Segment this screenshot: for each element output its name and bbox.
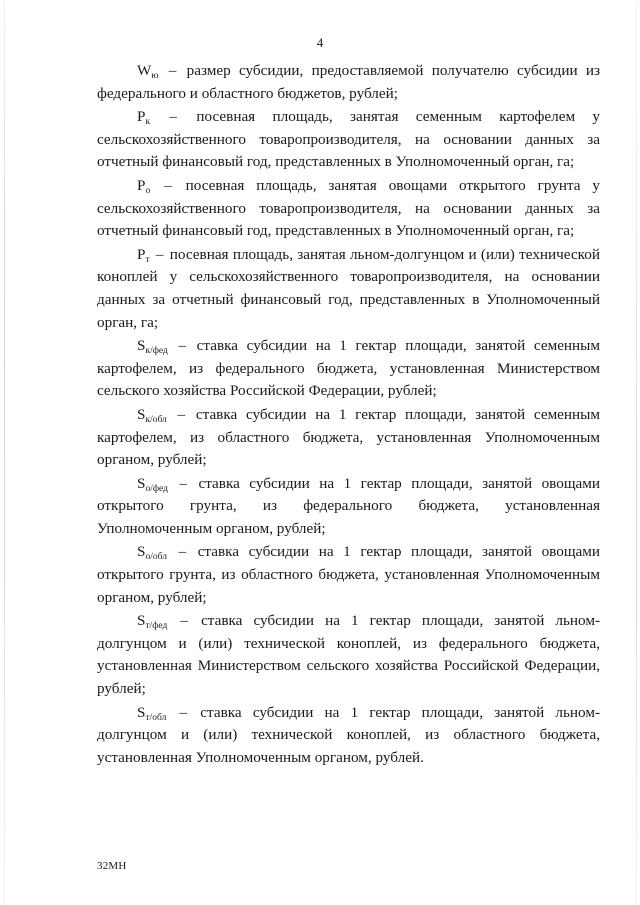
- symbol-subscript: к/обл: [145, 414, 167, 425]
- definition-s-o-fed: [97, 473, 600, 541]
- symbol: [137, 543, 167, 563]
- symbol-subscript: т/фед: [145, 621, 168, 632]
- dash: –: [169, 474, 197, 492]
- symbol-subscript: о: [145, 185, 151, 196]
- dash: –: [168, 405, 194, 423]
- symbol-letter: P: [137, 245, 146, 263]
- symbol-letter: P: [137, 108, 146, 126]
- dash: –: [169, 612, 200, 630]
- symbol-subscript: к: [145, 117, 151, 128]
- symbol: [137, 475, 168, 492]
- symbol: [137, 108, 151, 128]
- scan-edge-left: [4, 0, 5, 905]
- symbol-subscript: к/фед: [145, 346, 168, 357]
- symbol-subscript: т/обл: [145, 712, 167, 723]
- definition-text: ставка субсидии на 1 гектар площади, занятой семенным картофелем, из федерального бюджета, установленная Министерством сельского хозяйства Российской Федерации, рублей;: [97, 337, 601, 400]
- definition-text: посевная площадь, занятая льном-долгунцом и (или) технической коноплей у сельскохозяйственного товаропроизводителя, на основании данных за отчетный финансовый год, представленных в Уполномоченный орган, га;: [97, 245, 600, 331]
- definition-p-k: [97, 106, 600, 174]
- definition-s-k-obl: [97, 404, 600, 472]
- definition-p-t: [97, 244, 600, 334]
- symbol-letter: S: [137, 612, 146, 630]
- document-code: 32МН: [97, 860, 127, 872]
- dash: –: [168, 703, 199, 721]
- symbol-letter: S: [137, 405, 146, 423]
- symbol: [137, 337, 168, 357]
- symbol-letter: S: [137, 543, 146, 561]
- symbol: [137, 177, 150, 194]
- symbol-subscript: о/фед: [145, 483, 168, 494]
- symbol-letter: S: [137, 337, 146, 355]
- definition-text: ставка субсидии на 1 гектар площади, занятой льном-долгунцом и (или) технической коноплей, из областного бюджета, установленная Уполномоченным органом, рублей.: [97, 703, 600, 766]
- symbol: [137, 62, 158, 79]
- definition-text: ставка субсидии на 1 гектар площади, занятой овощами открытого грунта, из федерального бюджета, установленная Уполномоченным органом, рублей;: [97, 474, 600, 537]
- symbol-letter: S: [137, 474, 146, 492]
- definition-s-t-fed: [97, 610, 600, 700]
- definition-s-t-obl: [97, 702, 600, 770]
- dash: –: [160, 62, 185, 79]
- dash: –: [169, 337, 195, 355]
- symbol-letter: S: [137, 703, 146, 721]
- symbol-subscript: о/обл: [145, 552, 167, 563]
- dash: –: [152, 176, 184, 194]
- document-body: [97, 60, 600, 770]
- symbol-letter: W: [137, 62, 152, 79]
- definition-text: размер субсидии, предоставляемой получателю субсидии из федерального и областного бюджетов, рублей;: [97, 62, 600, 102]
- definition-p-o: [97, 175, 600, 243]
- symbol-letter: P: [137, 176, 146, 194]
- page-number: 4: [316, 35, 324, 50]
- dash: –: [152, 108, 195, 126]
- definition-w-yu: [97, 60, 600, 105]
- definition-text: ставка субсидии на 1 гектар площади, занятой овощами открытого грунта, из областного бюджета, установленная Уполномоченным органом, рублей;: [97, 543, 600, 606]
- dash: –: [168, 543, 196, 561]
- definition-text: ставка субсидии на 1 гектар площади, занятой льном-долгунцом и (или) технической коноплей, из федерального бюджета, установленная Министерством сельского хозяйства Российской Федерации, рублей;: [97, 612, 600, 698]
- definition-s-o-obl: [97, 541, 600, 609]
- definition-s-k-fed: [97, 335, 600, 403]
- definition-text: ставка субсидии на 1 гектар площади, занятой семенным картофелем, из областного бюджета, установленная Уполномоченным органом, рублей;: [97, 405, 600, 469]
- symbol: [137, 406, 167, 423]
- symbol-subscript: т: [145, 254, 150, 265]
- symbol-subscript: ю: [151, 71, 159, 81]
- symbol: [137, 612, 168, 632]
- scan-edge-right: [636, 0, 637, 905]
- symbol: [137, 704, 166, 721]
- dash: –: [151, 245, 168, 263]
- definition-text: посевная площадь, занятая семенным картофелем у сельскохозяйственного товаропроизводителя, на основании данных за отчетный финансовый год, представленных в Уполномоченный орган, га;: [97, 108, 600, 171]
- definition-text: посевная площадь, занятая овощами открытого грунта у сельскохозяйственного товаропроизводителя, на основании данных за отчетный финансовый год, представленных в Уполномоченный орган, га;: [97, 176, 601, 240]
- symbol: [137, 246, 150, 263]
